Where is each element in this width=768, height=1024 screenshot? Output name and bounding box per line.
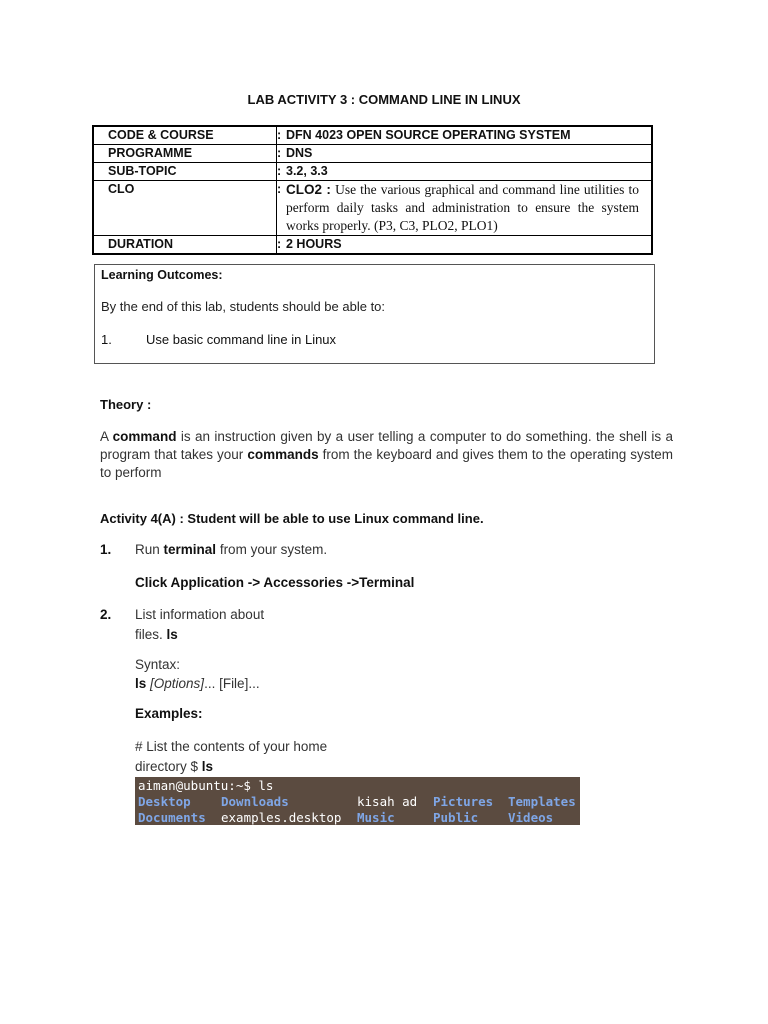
terminal-entry: Templates: [508, 794, 576, 809]
colon: :: [277, 164, 282, 178]
step-number: 2.: [100, 607, 112, 622]
example-comment: directory $ ls: [135, 759, 214, 774]
terminal-screenshot: [135, 777, 580, 825]
table-row: [93, 145, 652, 163]
row-key: CLO: [93, 181, 277, 236]
terminal-entry: kisah ad: [357, 794, 418, 809]
row-value: [277, 181, 653, 236]
row-value: [277, 126, 653, 145]
row-value: [277, 236, 653, 255]
theory-paragraph: A command is an instruction given by a user telling a computer to do something. the shell is a program that takes your commands from the keyboard and gives them to the operating system to perform: [100, 429, 674, 480]
step-number: 1.: [100, 542, 112, 557]
example-comment: # List the contents of your home: [135, 739, 328, 754]
list-item-number: 1.: [101, 332, 112, 347]
learning-outcomes-heading: Learning Outcomes:: [101, 268, 223, 282]
learning-outcomes-box: [94, 264, 655, 364]
course-value: DFN 4023 OPEN SOURCE OPERATING SYSTEM: [286, 128, 571, 142]
step-text: files. ls: [135, 627, 178, 642]
colon: :: [277, 128, 282, 142]
list-item: Use basic command line in Linux: [146, 332, 337, 347]
syntax-line: ls [Options]... [File]...: [135, 676, 260, 691]
row-value: [277, 163, 653, 181]
table-row: [93, 236, 652, 255]
row-key: CODE & COURSE: [93, 126, 277, 145]
terminal-entry: examples.desktop: [221, 810, 342, 825]
colon: :: [277, 182, 282, 196]
step-instruction: Click Application -> Accessories ->Terminal: [135, 575, 415, 590]
page-title: LAB ACTIVITY 3 : COMMAND LINE IN LINUX: [247, 92, 521, 107]
activity-heading: Activity 4(A) : Student will be able to use Linux command line.: [100, 511, 484, 526]
row-key: SUB-TOPIC: [93, 163, 277, 181]
terminal-entry: Desktop: [138, 794, 191, 809]
row-value: [277, 145, 653, 163]
subtopic-value: 3.2, 3.3: [286, 164, 328, 178]
course-info-table: [92, 125, 653, 255]
colon: :: [277, 146, 282, 160]
terminal-entry: Documents: [138, 810, 206, 825]
theory-heading: Theory :: [100, 397, 152, 412]
row-key: DURATION: [93, 236, 277, 255]
programme-value: DNS: [286, 146, 313, 160]
terminal-entry: Pictures: [433, 794, 494, 809]
syntax-label: Syntax:: [135, 657, 181, 672]
table-row: [93, 163, 652, 181]
step-text: Run terminal from your system.: [135, 542, 328, 557]
terminal-prompt: aiman@ubuntu:~$ ls: [138, 778, 274, 793]
examples-label: Examples:: [135, 706, 203, 721]
colon: :: [277, 237, 282, 251]
duration-value: 2 HOURS: [286, 237, 342, 251]
table-row: [93, 126, 652, 145]
table-row: [93, 181, 652, 236]
step-text: List information about: [135, 607, 265, 622]
terminal-entry: Downloads: [221, 794, 289, 809]
learning-outcomes-intro: By the end of this lab, students should be able to:: [101, 299, 386, 314]
clo-description: Use the various graphical and command line utilities to perform daily tasks and administration to ensure the system works properly. (P3, C3, PLO2, PLO1): [286, 182, 639, 233]
clo-label: CLO2 :: [286, 182, 331, 197]
terminal-entry: Music: [357, 810, 395, 825]
terminal-entry: Public: [433, 810, 479, 825]
terminal-entry: Videos: [508, 810, 554, 825]
row-key: PROGRAMME: [93, 145, 277, 163]
